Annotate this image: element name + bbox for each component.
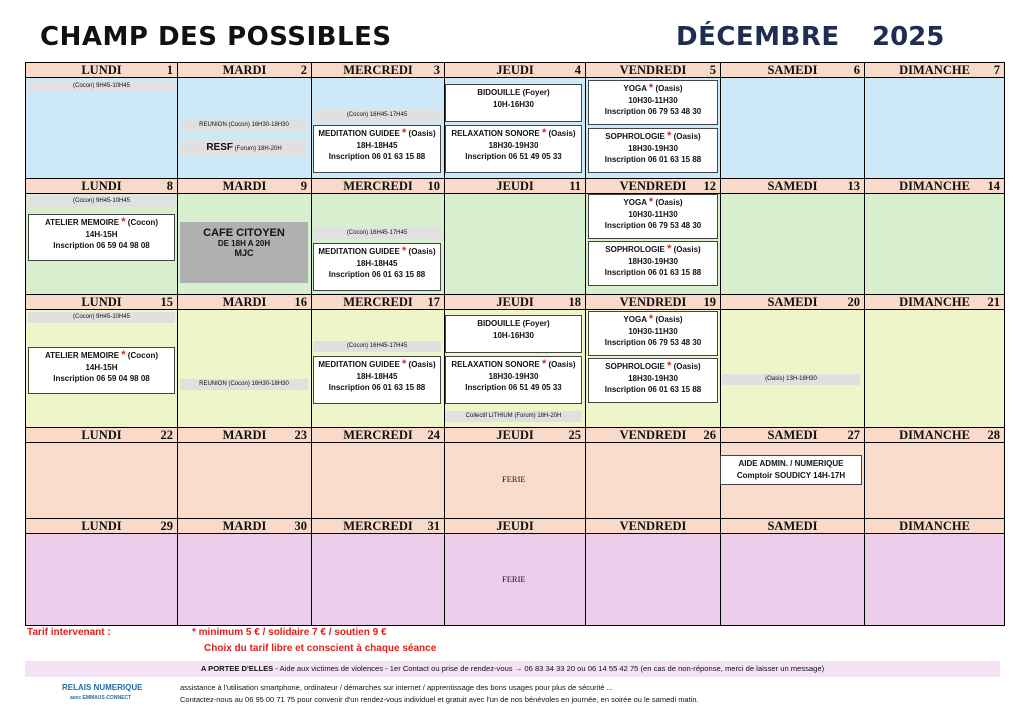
day-cell bbox=[721, 78, 865, 179]
day-name: MARDI bbox=[222, 179, 267, 193]
day-cell bbox=[586, 534, 721, 625]
day-name: JEUDI bbox=[496, 519, 534, 533]
day-header bbox=[178, 519, 312, 534]
day-header bbox=[312, 428, 445, 443]
event-sophrologie-w2: SOPHROLOGIE * (Oasis) 18H30-19H30 Inscription 06 01 63 15 88 bbox=[588, 241, 718, 286]
day-number: 14 bbox=[987, 179, 1000, 193]
day-name: MERCREDI bbox=[343, 179, 413, 193]
day-number: 3 bbox=[433, 63, 440, 77]
event-cocon-mercredi-w2: (Cocon) 16H45-17H45 bbox=[313, 228, 441, 239]
day-cell bbox=[865, 194, 1004, 295]
day-header bbox=[586, 428, 721, 443]
day-name: MARDI bbox=[222, 519, 267, 533]
day-header bbox=[445, 428, 586, 443]
event-cocon-w2: (Cocon) 9H45-10H45 bbox=[28, 196, 175, 207]
day-number: 30 bbox=[294, 519, 307, 533]
year-label: 2025 bbox=[872, 22, 945, 52]
event-lithium: Collectif LITHIUM (Forum) 18H-20H bbox=[445, 411, 582, 422]
day-header bbox=[586, 179, 721, 194]
day-header bbox=[26, 428, 178, 443]
day-name: JEUDI bbox=[496, 179, 534, 193]
day-number: 10 bbox=[427, 179, 440, 193]
day-name: MERCREDI bbox=[343, 295, 413, 309]
day-header bbox=[312, 295, 445, 310]
day-header bbox=[865, 179, 1004, 194]
event-aide-admin: AIDE ADMIN. / NUMERIQUE Comptoir SOUDICY 14H-17H bbox=[720, 455, 862, 485]
day-number: 7 bbox=[993, 63, 1000, 77]
event-oasis-sat: (Oasis) 13H-18H30 bbox=[722, 374, 860, 385]
day-name: MARDI bbox=[222, 295, 267, 309]
day-header bbox=[721, 519, 865, 534]
day-header bbox=[178, 63, 312, 78]
day-name: VENDREDI bbox=[619, 295, 687, 309]
day-header bbox=[721, 295, 865, 310]
day-cell bbox=[26, 78, 178, 179]
day-header bbox=[26, 63, 178, 78]
day-name: LUNDI bbox=[81, 179, 122, 193]
ferie-25: FERIE bbox=[502, 474, 526, 484]
day-cell bbox=[26, 534, 178, 625]
calendar-title: CHAMP DES POSSIBLES bbox=[40, 22, 392, 52]
day-number: 28 bbox=[987, 428, 1000, 442]
event-bidouille-w3: BIDOUILLE (Foyer) 10H-16H30 bbox=[445, 315, 582, 353]
relais-line1: assistance à l'utilisation smartphone, ordinateur / démarches sur internet / apprentissage des bons usages pour plus de sécurité ... bbox=[180, 683, 613, 692]
day-name: JEUDI bbox=[496, 428, 534, 442]
event-meditation-w1: MEDITATION GUIDEE * (Oasis) 18H-18H45 Inscription 06 01 63 15 88 bbox=[313, 125, 441, 173]
day-name: SAMEDI bbox=[767, 295, 818, 309]
event-meditation-w3: MEDITATION GUIDEE * (Oasis) 18H-18H45 Inscription 06 01 63 15 88 bbox=[313, 356, 441, 404]
day-header bbox=[445, 295, 586, 310]
day-header bbox=[178, 428, 312, 443]
relais-sub: avec EMMAUS-CONNECT bbox=[70, 695, 132, 701]
day-number: 21 bbox=[987, 295, 1000, 309]
day-cell bbox=[312, 443, 445, 519]
event-relaxation-w3: RELAXATION SONORE * (Oasis) 18H30-19H30 Inscription 06 51 49 05 33 bbox=[445, 356, 582, 404]
day-number: 23 bbox=[294, 428, 307, 442]
day-number: 5 bbox=[709, 63, 716, 77]
day-header bbox=[445, 519, 586, 534]
day-cell bbox=[26, 443, 178, 519]
day-name: VENDREDI bbox=[619, 63, 687, 77]
day-name: MARDI bbox=[222, 63, 267, 77]
day-name: LUNDI bbox=[81, 519, 122, 533]
event-cocon-w1: (Cocon) 9H45-10H45 bbox=[28, 81, 175, 92]
day-number: 4 bbox=[574, 63, 581, 77]
event-cafe-citoyen: CAFE CITOYEN DE 18H A 20H MJC bbox=[180, 222, 308, 283]
day-name: MERCREDI bbox=[343, 63, 413, 77]
event-yoga-w1: YOGA * (Oasis) 10H30-11H30 Inscription 06 79 53 48 30 bbox=[588, 80, 718, 125]
month-label: DÉCEMBRE bbox=[676, 22, 840, 52]
day-name: SAMEDI bbox=[767, 519, 818, 533]
day-header bbox=[312, 63, 445, 78]
event-cocon-mercredi-w1: (Cocon) 16H45-17H45 bbox=[313, 110, 441, 121]
day-number: 2 bbox=[300, 63, 307, 77]
day-header bbox=[865, 63, 1004, 78]
event-sophrologie-w3: SOPHROLOGIE * (Oasis) 18H30-19H30 Inscription 06 01 63 15 88 bbox=[588, 358, 718, 403]
day-cell bbox=[445, 194, 586, 295]
day-number: 1 bbox=[166, 63, 173, 77]
day-name: JEUDI bbox=[496, 295, 534, 309]
day-number: 16 bbox=[294, 295, 307, 309]
day-header bbox=[721, 179, 865, 194]
event-reunion-w3: REUNION (Cocon) 16H30-18H30 bbox=[180, 379, 308, 390]
resf-detail: (Forum) 18H-20H bbox=[234, 146, 282, 152]
day-cell bbox=[721, 534, 865, 625]
day-cell bbox=[865, 443, 1004, 519]
day-number: 6 bbox=[853, 63, 860, 77]
event-reunion-w1: REUNION (Cocon) 16H30-18H30 bbox=[180, 120, 308, 131]
day-name: SAMEDI bbox=[767, 428, 818, 442]
day-number: 17 bbox=[427, 295, 440, 309]
day-number: 29 bbox=[160, 519, 173, 533]
day-number: 20 bbox=[847, 295, 860, 309]
relais-title: RELAIS NUMERIQUE bbox=[62, 683, 143, 692]
day-header bbox=[445, 63, 586, 78]
tarif-choice: Choix du tarif libre et conscient à chaque séance bbox=[204, 643, 437, 654]
day-name: DIMANCHE bbox=[899, 179, 970, 193]
day-name: DIMANCHE bbox=[899, 519, 970, 533]
ferie-jan1: FERIE bbox=[502, 574, 526, 584]
day-header bbox=[865, 519, 1004, 534]
day-header bbox=[865, 295, 1004, 310]
day-header bbox=[721, 63, 865, 78]
day-name: MERCREDI bbox=[343, 428, 413, 442]
day-number: 8 bbox=[166, 179, 173, 193]
day-name: JEUDI bbox=[496, 63, 534, 77]
event-yoga-w3: YOGA * (Oasis) 10H30-11H30 Inscription 06 79 53 48 30 bbox=[588, 311, 718, 356]
event-cocon-w3: (Cocon) 9H45-10H45 bbox=[28, 312, 175, 323]
day-number: 9 bbox=[300, 179, 307, 193]
day-header bbox=[445, 179, 586, 194]
day-header bbox=[312, 519, 445, 534]
event-memoire-w3: ATELIER MEMOIRE * (Cocon) 14H-15H Inscription 06 59 04 98 08 bbox=[28, 347, 175, 394]
portee-banner: A PORTEE D'ELLES - Aide aux victimes de violences - 1er Contact ou prise de rendez-vous → 06 83 34 33 20 ou 06 14 55 42 75 (en cas de non-réponse, merci de laisser un message) bbox=[25, 661, 1000, 677]
day-name: SAMEDI bbox=[767, 179, 818, 193]
day-number: 18 bbox=[568, 295, 581, 309]
event-meditation-w2: MEDITATION GUIDEE * (Oasis) 18H-18H45 Inscription 06 01 63 15 88 bbox=[313, 243, 441, 291]
day-cell bbox=[178, 310, 312, 428]
day-name: DIMANCHE bbox=[899, 63, 970, 77]
day-header bbox=[586, 519, 721, 534]
day-header bbox=[26, 179, 178, 194]
day-number: 11 bbox=[569, 179, 581, 193]
day-cell bbox=[865, 534, 1004, 625]
day-name: VENDREDI bbox=[619, 179, 687, 193]
day-header bbox=[312, 179, 445, 194]
event-relaxation-w1: RELAXATION SONORE * (Oasis) 18H30-19H30 Inscription 06 51 49 05 33 bbox=[445, 125, 582, 173]
day-cell bbox=[178, 443, 312, 519]
day-name: VENDREDI bbox=[619, 519, 687, 533]
day-header bbox=[26, 519, 178, 534]
day-header bbox=[721, 428, 865, 443]
event-sophrologie-w1: SOPHROLOGIE * (Oasis) 18H30-19H30 Inscription 06 01 63 15 88 bbox=[588, 128, 718, 173]
tarif-label: Tarif intervenant : bbox=[27, 627, 111, 638]
day-header bbox=[865, 428, 1004, 443]
day-header bbox=[178, 295, 312, 310]
day-name: DIMANCHE bbox=[899, 428, 970, 442]
event-cocon-mercredi-w3: (Cocon) 16H45-17H45 bbox=[313, 341, 441, 352]
day-name: DIMANCHE bbox=[899, 295, 970, 309]
day-name: LUNDI bbox=[81, 295, 122, 309]
day-cell bbox=[721, 310, 865, 428]
day-name: MARDI bbox=[222, 428, 267, 442]
day-number: 27 bbox=[847, 428, 860, 442]
day-name: MERCREDI bbox=[343, 519, 413, 533]
day-name: LUNDI bbox=[81, 428, 122, 442]
event-memoire-w2: ATELIER MEMOIRE * (Cocon) 14H-15H Inscription 06 59 04 98 08 bbox=[28, 214, 175, 261]
day-header bbox=[586, 295, 721, 310]
day-cell bbox=[312, 534, 445, 625]
event-bidouille-w1: BIDOUILLE (Foyer) 10H-16H30 bbox=[445, 84, 582, 122]
day-number: 24 bbox=[427, 428, 440, 442]
day-header bbox=[586, 63, 721, 78]
day-header bbox=[178, 179, 312, 194]
day-cell bbox=[865, 310, 1004, 428]
day-number: 12 bbox=[703, 179, 716, 193]
day-number: 25 bbox=[568, 428, 581, 442]
day-name: VENDREDI bbox=[619, 428, 687, 442]
day-number: 26 bbox=[703, 428, 716, 442]
day-header bbox=[26, 295, 178, 310]
day-number: 22 bbox=[160, 428, 173, 442]
resf-title: RESF bbox=[206, 142, 233, 153]
day-cell bbox=[721, 194, 865, 295]
day-number: 13 bbox=[847, 179, 860, 193]
day-number: 31 bbox=[427, 519, 440, 533]
event-resf bbox=[180, 139, 308, 156]
event-yoga-w2: YOGA * (Oasis) 10H30-11H30 Inscription 06 79 53 48 30 bbox=[588, 194, 718, 239]
day-number: 19 bbox=[703, 295, 716, 309]
day-number: 15 bbox=[160, 295, 173, 309]
day-name: LUNDI bbox=[81, 63, 122, 77]
day-name: SAMEDI bbox=[767, 63, 818, 77]
relais-line2: Contactez-nous au 06 95 00 71 75 pour convenir d'un rendez-vous individuel et gratuit avec l'un de nos bénévoles en journée, en soirée ou le samedi matin. bbox=[180, 695, 699, 704]
tarif-values: * minimum 5 € / solidaire 7 € / soutien 9 € bbox=[192, 627, 387, 638]
day-cell bbox=[178, 534, 312, 625]
day-cell bbox=[586, 443, 721, 519]
day-cell bbox=[865, 78, 1004, 179]
